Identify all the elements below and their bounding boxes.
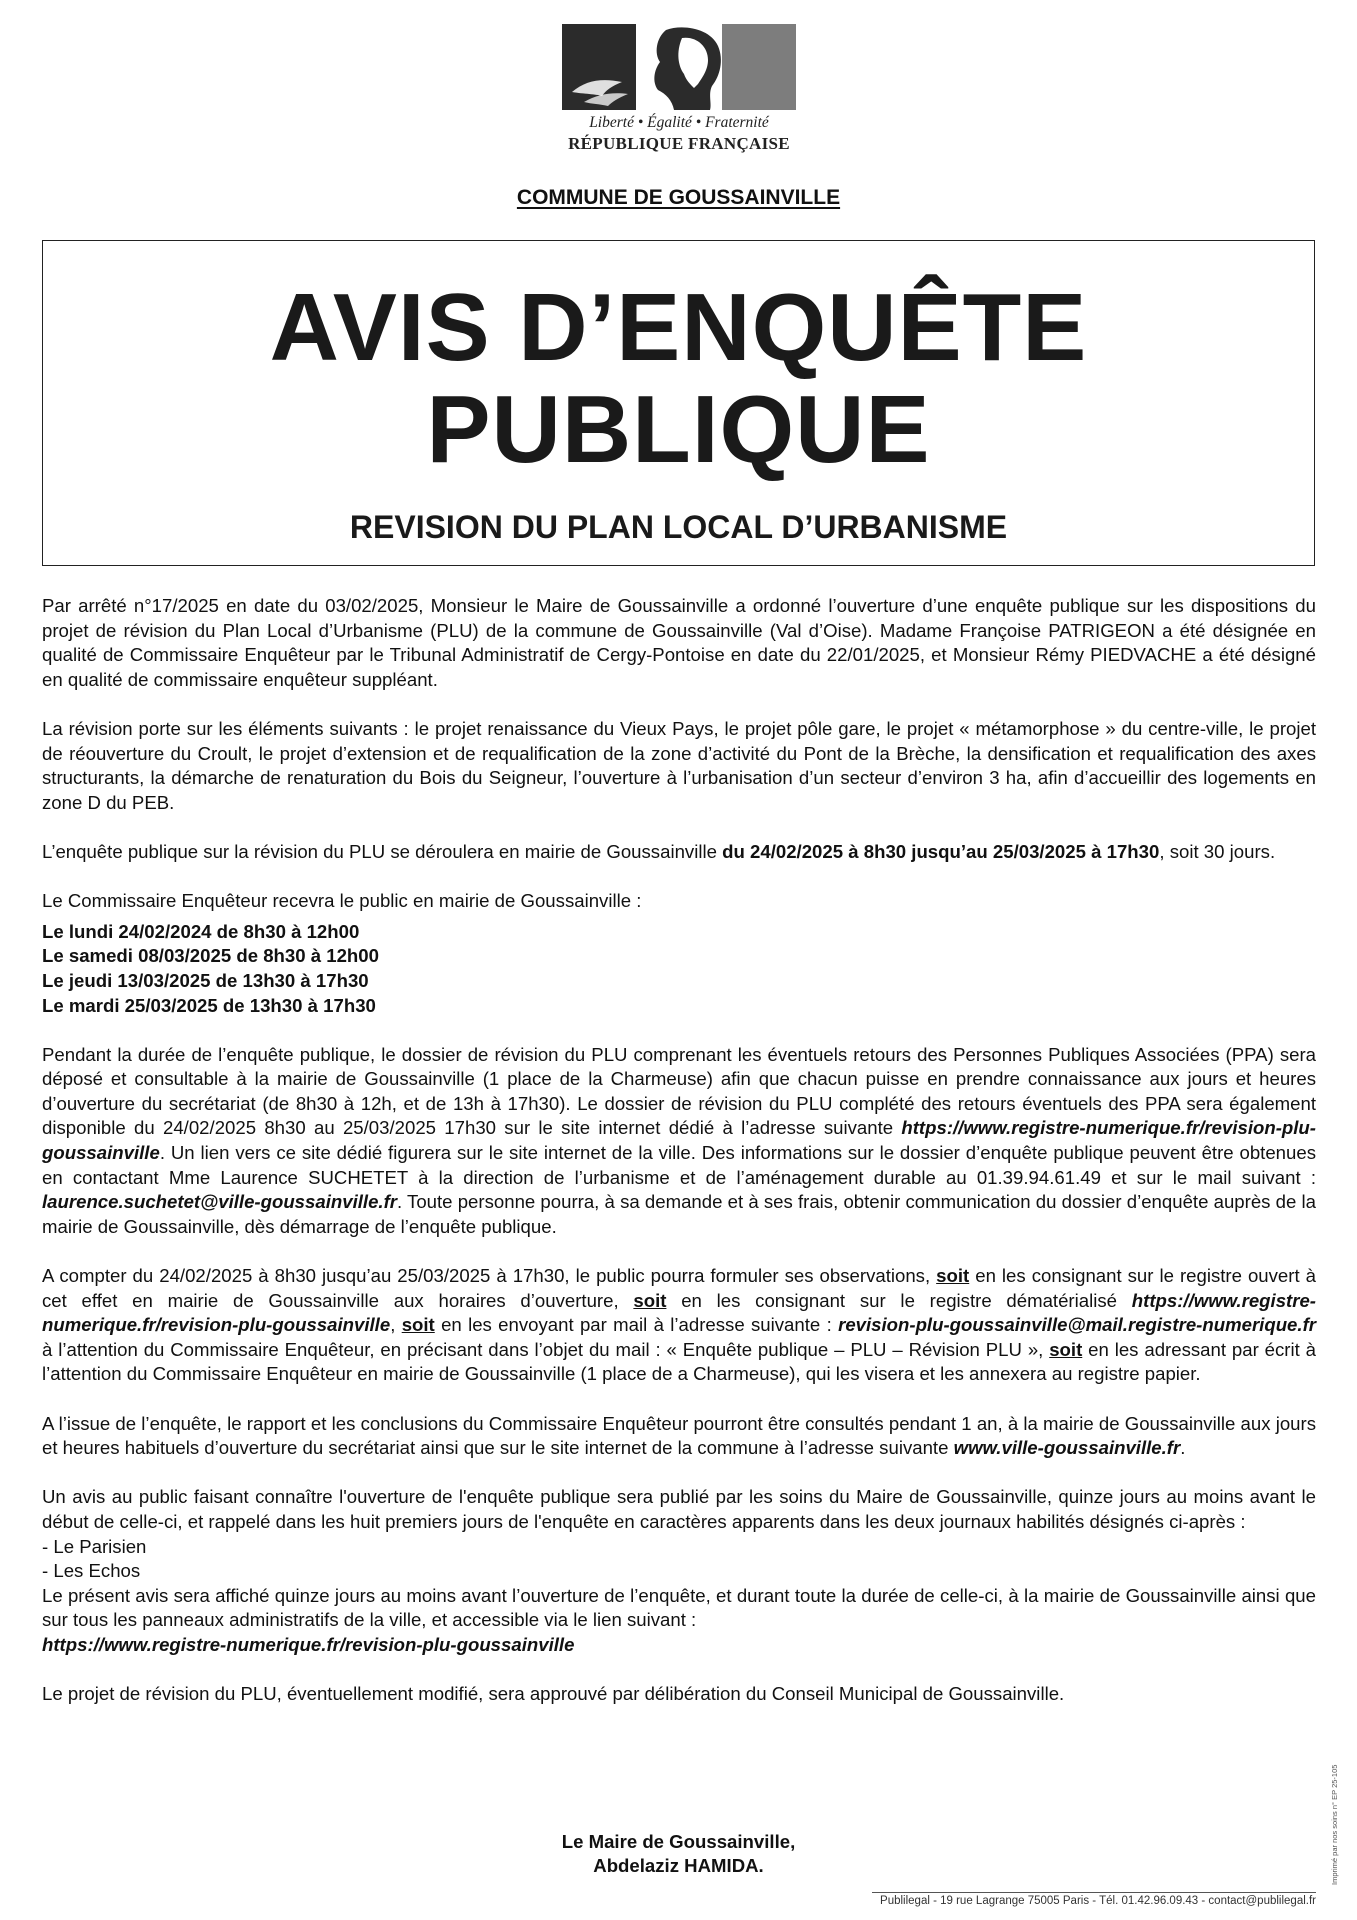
- paragraph-approval: Le projet de révision du PLU, éventuellement modifié, sera approuvé par délibération du Conseil Municipal de Goussainville.: [42, 1683, 1065, 1705]
- page-title: [43, 274, 1314, 483]
- title-box: [42, 240, 1315, 566]
- text: . Toute personne pourra, à sa demande et à ses frais, obtenir communication du dossier d’enquête auprès de la mairie de Goussainville, dès démarrage de l’enquête publique.: [42, 1191, 1316, 1237]
- contact-email-link[interactable]: laurence.suchetet@ville-goussainville.fr: [42, 1191, 398, 1213]
- registre-email-link[interactable]: revision-plu-goussainville@mail.registre-numerique.fr: [838, 1314, 1316, 1336]
- schedule-item: Le jeudi 13/03/2025 de 13h30 à 17h30: [42, 969, 369, 991]
- registre-link[interactable]: https://www.registre-numerique.fr/revision-plu-goussainville: [42, 1289, 1316, 1336]
- notice-body: [42, 594, 1316, 1731]
- paragraph-observations: [42, 1264, 1316, 1387]
- schedule-item: Le mardi 25/03/2025 de 13h30 à 17h30: [42, 994, 376, 1016]
- paragraph-display-link: [42, 1633, 1316, 1658]
- page-subtitle: REVISION DU PLAN LOCAL D’URBANISME: [349, 509, 1008, 545]
- signature-title: Le Maire de Goussainville,: [561, 1831, 796, 1852]
- text: en les consignant sur le registre dématérialisé: [666, 1289, 1132, 1311]
- paragraph-publication: Un avis au public faisant connaître l'ouverture de l'enquête publique sera publié par les soins du Maire de Goussainville, quinze jours au moins avant le début de celle-ci, et rappelé dans les huit premiers jours de l'enquête en caractères apparents dans les deux journaux habilités désignés ci-après :: [42, 1486, 1316, 1532]
- text: en les adressant par écrit à l’attention du Commissaire Enquêteur en mairie de Goussainville (1 place de a Charmeuse), qui les visera et les annexera au registre papier.: [42, 1338, 1316, 1385]
- soit-keyword: soit: [633, 1289, 667, 1311]
- signature: [0, 1830, 1357, 1878]
- soit-keyword: soit: [1049, 1338, 1083, 1360]
- title-line-2: PUBLIQUE: [426, 376, 931, 483]
- schedule-item: Le samedi 08/03/2025 de 8h30 à 12h00: [42, 945, 379, 967]
- schedule-item: Le lundi 24/02/2024 de 8h30 à 12h00: [42, 920, 360, 942]
- text: Pendant la durée de l’enquête publique, le dossier de révision du PLU comprenant les éventuels retours des Personnes Publiques Associées (PPA) sera déposé et consultable à la mairie de Goussainville (1 place de la Charmeuse) afin que chacun puisse en prendre connaissance aux jours et heures d’ouverture du secrétariat (de 8h30 à 12h, et de 13h à 17h30). Le dossier de révision du PLU complété des retours éventuels des PPA sera également disponible du 24/02/2025 8h30 au 25/03/2025 17h30 sur le site internet dédié à l’adresse suivante: [42, 1043, 1316, 1139]
- text: . Un lien vers ce site dédié figurera sur le site internet de la ville. Des informations sur le dossier d’enquête publique peuvent être obtenues en contactant Mme Laurence SUCHETET à la direction de l’urbanisme et de l’aménagement durable au 01.39.94.61.49 et sur le mail suivant :: [42, 1142, 1316, 1188]
- soit-keyword: soit: [936, 1265, 970, 1287]
- inquiry-period: du 24/02/2025 à 8h30 jusqu’au 25/03/2025 à 17h30: [722, 840, 1160, 862]
- paragraph-display: Le présent avis sera affiché quinze jours au moins avant l’ouverture de l’enquête, et durant toute la durée de celle-ci, à la mairie de Goussainville ainsi que sur tous les panneaux administratifs de la ville, et accessible via le lien suivant :: [42, 1584, 1316, 1631]
- text: à l’attention du Commissaire Enquêteur, en précisant dans l’objet du mail : « Enquête publique – PLU – Révision PLU »,: [42, 1338, 1050, 1360]
- text: A compter du 24/02/2025 à 8h30 jusqu’au 25/03/2025 à 17h30, le public pourra formuler ses observations,: [42, 1265, 937, 1287]
- text: en les envoyant par mail à l’adresse suivante :: [434, 1314, 839, 1336]
- republique-francaise-logo: [562, 24, 796, 154]
- title-line-1: AVIS D’ENQUÊTE: [269, 274, 1088, 381]
- soit-keyword: soit: [401, 1314, 435, 1336]
- publisher-footer: Publilegal - 19 rue Lagrange 75005 Paris - Tél. 01.42.96.09.43 - contact@publilegal.fr: [872, 1892, 1316, 1907]
- commune-heading: COMMUNE DE GOUSSAINVILLE: [516, 186, 841, 209]
- text: en les consignant sur le registre ouvert à cet effet en mairie de Goussainville aux horaires d’ouverture,: [42, 1265, 1316, 1311]
- printer-note-text: Imprimé par nos soins n° EP 25-105: [1330, 1764, 1339, 1885]
- republic-motto: Liberté • Égalité • Fraternité: [589, 114, 769, 131]
- text: .: [1180, 1437, 1186, 1459]
- city-website-link[interactable]: www.ville-goussainville.fr: [953, 1437, 1181, 1459]
- text: L’enquête publique sur la révision du PLU se déroulera en mairie de Goussainville: [42, 840, 723, 862]
- paragraph-report: [42, 1412, 1316, 1461]
- registre-link[interactable]: https://www.registre-numerique.fr/revision-plu-goussainville: [42, 1117, 1316, 1164]
- registre-link[interactable]: https://www.registre-numerique.fr/revision-plu-goussainville: [42, 1633, 575, 1655]
- republic-name: RÉPUBLIQUE FRANÇAISE: [568, 134, 790, 153]
- paragraph-decree: Par arrêté n°17/2025 en date du 03/02/2025, Monsieur le Maire de Goussainville a ordonné l’ouverture d’une enquête publique sur les dispositions du projet de révision du Plan Local d’Urbanisme (PLU) de la commune de Goussainville (Val d’Oise). Madame Françoise PATRIGEON a été désignée en qualité de Commissaire Enquêteur par le Tribunal Administratif de Cergy-Pontoise en date du 22/01/2025, et Monsieur Rémy PIEDVACHE a été désigné en qualité de commissaire enquêteur suppléant.: [42, 595, 1316, 690]
- printer-note: [1322, 1735, 1339, 1885]
- newspaper-item: - Les Echos: [42, 1560, 141, 1582]
- marianne-logo-icon: [562, 24, 796, 110]
- paragraph-revision-scope: La révision porte sur les éléments suivants : le projet renaissance du Vieux Pays, le projet pôle gare, le projet « métamorphose » du centre-ville, le projet de réouverture du Croult, le projet d’extension et de requalification de la zone d’activité du Pont de la Brèche, la densification et requalification des axes structurants, la démarche de renaturation du Bois du Seigneur, l’ouverture à l’urbanisation d’un secteur d’environ 3 ha, afin d’accueillir des logements en zone D du PEB.: [42, 717, 1316, 813]
- permanences-schedule: [42, 920, 1316, 1018]
- signature-name: Abdelaziz HAMIDA.: [593, 1855, 764, 1876]
- text: A l’issue de l’enquête, le rapport et les conclusions du Commissaire Enquêteur pourront être consultés pendant 1 an, à la mairie de Goussainville aux jours et heures habituels d’ouverture du secrétariat ainsi que sur le site internet de la commune à l’adresse suivante: [42, 1412, 1316, 1459]
- newspaper-item: - Le Parisien: [42, 1535, 147, 1557]
- paragraph-dossier: [42, 1043, 1316, 1240]
- paragraph-permanences-intro: Le Commissaire Enquêteur recevra le public en mairie de Goussainville :: [42, 890, 642, 912]
- paragraph-inquiry-dates: [42, 840, 1316, 865]
- text: ,: [390, 1314, 402, 1336]
- text: , soit 30 jours.: [1159, 840, 1276, 862]
